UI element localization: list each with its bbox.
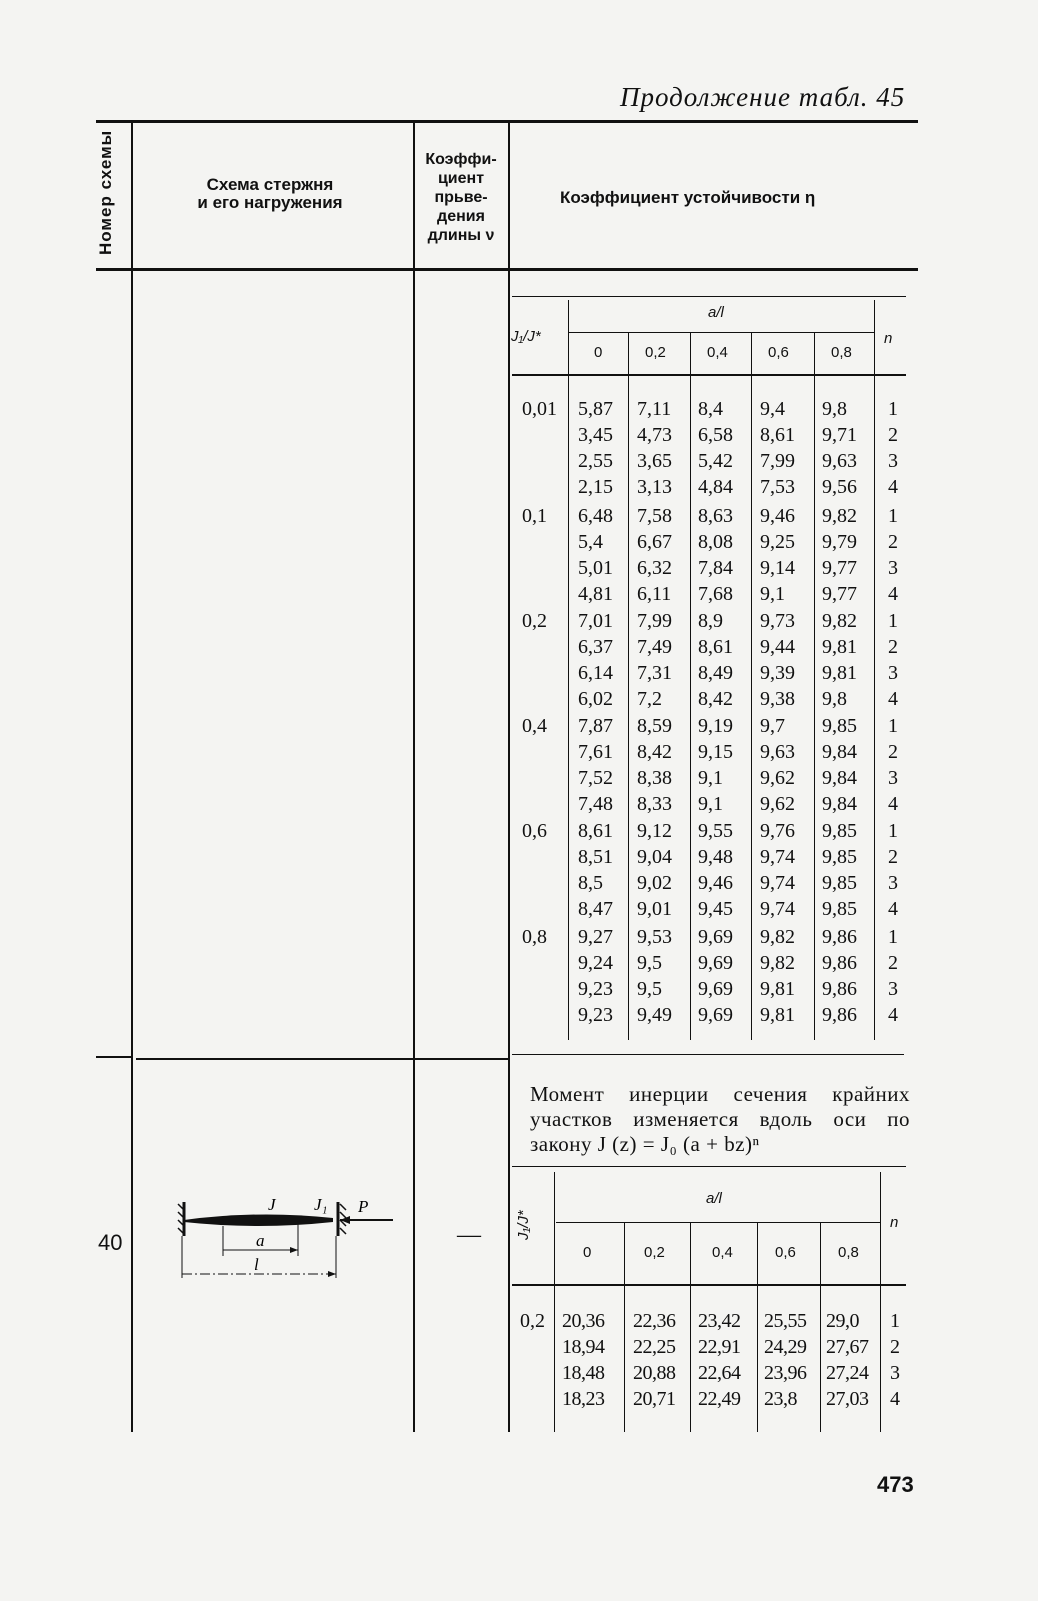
t1-group-rule (568, 332, 874, 333)
t2-col-header-2: 0,4 (712, 1244, 733, 1261)
t1-cell: 7,99 7,49 7,31 7,2 (637, 610, 672, 710)
t2-cell: 29,0 27,67 27,24 27,03 (826, 1310, 869, 1410)
beam-diagram (168, 1190, 398, 1290)
t1-cell: 9,82 9,79 9,77 9,77 (822, 505, 857, 605)
t1-cell: 7,58 6,67 6,32 6,11 (637, 505, 672, 605)
scheme-description: Момент инерции сечения крайних участков изменяется вдоль оси по закону J (z) = J₀ (a + bz)ⁿ (530, 1082, 910, 1156)
t2-top-rule (512, 1166, 906, 1167)
t1-n-label: n (884, 330, 893, 347)
t1-cell: 5,87 3,45 2,55 2,15 (578, 398, 613, 498)
t1-cell: 9,27 9,24 9,23 9,23 (578, 926, 613, 1026)
t1-cell: 9,85 9,85 9,85 9,85 (822, 820, 857, 920)
col-divider-1 (131, 122, 133, 1432)
t1-ratio: 0,1 (522, 505, 547, 527)
t1-ratio: 0,4 (522, 715, 547, 737)
t2-vdiv-4 (820, 1222, 821, 1432)
t2-vdiv-ratio (554, 1172, 555, 1432)
t1-ratio-label: J₁/J* (511, 328, 541, 345)
t1-vdiv-1 (628, 332, 629, 1040)
left-fixed-support-icon (178, 1202, 184, 1236)
beam-body (184, 1214, 333, 1226)
t2-n-label: n (890, 1214, 899, 1231)
col-divider-2 (413, 122, 415, 1432)
t1-ratio: 0,6 (522, 820, 547, 842)
header-bottom-rule (96, 268, 918, 271)
t2-vdiv-2 (690, 1222, 691, 1432)
col-divider-3 (508, 122, 510, 1432)
t1-vdiv-3 (751, 332, 752, 1040)
diagram-label-p: P (358, 1197, 369, 1216)
t1-cell: 9,82 9,82 9,81 9,81 (760, 926, 795, 1026)
section-separator-right (512, 1054, 904, 1055)
section-separator-left (96, 1056, 132, 1058)
t1-col-header-1: 0,2 (645, 344, 666, 361)
header-length-coefficient (416, 150, 506, 245)
diagram-label-a: a (256, 1231, 265, 1250)
t2-vdiv-3 (757, 1222, 758, 1432)
header-scheme-number: Номер схемы (96, 129, 115, 255)
t2-vdiv-1 (624, 1222, 625, 1432)
t1-vdiv-4 (814, 332, 815, 1040)
t1-header-bottom-rule (512, 374, 906, 376)
t1-ratio: 0,8 (522, 926, 547, 948)
t1-col-header-0: 0 (594, 344, 603, 361)
t2-group-rule (556, 1222, 880, 1223)
t1-cell: 8,9 8,61 8,49 8,42 (698, 610, 733, 710)
header-scheme-line1: Схема стержня (206, 175, 334, 194)
t1-vdiv-n (874, 300, 875, 1040)
t1-col-header-2: 0,4 (707, 344, 728, 361)
t1-cell: 6,48 5,4 5,01 4,81 (578, 505, 613, 605)
diagram-label-j1: J₁ (314, 1195, 328, 1214)
t1-cell: 9,86 9,86 9,86 9,86 (822, 926, 857, 1026)
t1-n: 1 2 3 4 (888, 398, 898, 498)
t1-cell: 9,4 8,61 7,99 7,53 (760, 398, 795, 498)
t1-vdiv-2 (690, 332, 691, 1040)
t1-cell: 8,4 6,58 5,42 4,84 (698, 398, 733, 498)
t2-cell: 25,55 24,29 23,96 23,8 (764, 1310, 807, 1410)
t1-col-header-4: 0,8 (831, 344, 852, 361)
t1-cell: 9,69 9,69 9,69 9,69 (698, 926, 733, 1026)
diagram-label-l: l (254, 1255, 259, 1274)
t1-cell: 9,7 9,63 9,62 9,62 (760, 715, 795, 815)
t1-cell: 9,19 9,15 9,1 9,1 (698, 715, 733, 815)
t1-cell: 9,12 9,04 9,02 9,01 (637, 820, 672, 920)
t1-group-label: a/l (708, 304, 724, 321)
diagram-label-j: J (268, 1195, 276, 1214)
t2-vdiv-n (880, 1172, 881, 1432)
t2-header-bottom-rule (512, 1284, 906, 1286)
t1-ratio: 0,01 (522, 398, 557, 420)
scheme-number: 40 (98, 1230, 123, 1255)
t2-n: 1 2 3 4 (890, 1310, 900, 1410)
t1-n: 1 2 3 4 (888, 926, 898, 1026)
t2-col-header-1: 0,2 (644, 1244, 665, 1261)
t1-cell: 8,63 8,08 7,84 7,68 (698, 505, 733, 605)
t2-cell: 22,36 22,25 20,88 20,71 (633, 1310, 676, 1410)
length-coefficient-value: — (457, 1222, 481, 1248)
t1-cell: 9,46 9,25 9,14 9,1 (760, 505, 795, 605)
t2-cell: 23,42 22,91 22,64 22,49 (698, 1310, 741, 1410)
header-length-line5: длины ν (427, 227, 495, 244)
t2-ratio-label: J₁/J* (515, 1210, 532, 1240)
header-scheme (165, 176, 375, 212)
t2-ratio: 0,2 (520, 1310, 545, 1332)
t1-ratio: 0,2 (522, 610, 547, 632)
header-stability-coefficient: Коэффициент устойчивости η (560, 188, 816, 207)
t1-cell: 9,76 9,74 9,74 9,74 (760, 820, 795, 920)
t1-cell: 9,82 9,81 9,81 9,8 (822, 610, 857, 710)
t1-cell: 7,87 7,61 7,52 7,48 (578, 715, 613, 815)
t1-cell: 9,85 9,84 9,84 9,84 (822, 715, 857, 815)
t1-cell: 7,01 6,37 6,14 6,02 (578, 610, 613, 710)
t1-vdiv-ratio (568, 300, 569, 1040)
top-rule (96, 120, 918, 123)
t2-group-label: a/l (706, 1190, 722, 1207)
t1-cell: 9,8 9,71 9,63 9,56 (822, 398, 857, 498)
t1-n: 1 2 3 4 (888, 610, 898, 710)
t2-col-header-4: 0,8 (838, 1244, 859, 1261)
t2-col-header-0: 0 (583, 1244, 592, 1261)
load-arrow-icon (340, 1216, 393, 1224)
t1-n: 1 2 3 4 (888, 820, 898, 920)
t1-col-header-3: 0,6 (768, 344, 789, 361)
t1-n: 1 2 3 4 (888, 505, 898, 605)
running-head: Продолжение табл. 45 (620, 82, 906, 112)
header-length-line1: Коэффи- (425, 151, 497, 168)
t1-cell: 8,59 8,42 8,38 8,33 (637, 715, 672, 815)
header-length-line2: циент (437, 170, 485, 187)
header-length-line4: дения (437, 208, 485, 225)
t1-n: 1 2 3 4 (888, 715, 898, 815)
header-length-line3: прьве- (434, 189, 488, 206)
t2-cell: 20,36 18,94 18,48 18,23 (562, 1310, 605, 1410)
t1-cell: 9,55 9,48 9,46 9,45 (698, 820, 733, 920)
page-number: 473 (877, 1472, 914, 1497)
t1-top-rule (512, 296, 906, 297)
t1-cell: 9,73 9,44 9,39 9,38 (760, 610, 795, 710)
t1-cell: 8,61 8,51 8,5 8,47 (578, 820, 613, 920)
t2-col-header-3: 0,6 (775, 1244, 796, 1261)
t1-cell: 7,11 4,73 3,65 3,13 (637, 398, 672, 498)
header-scheme-line2: и его нагружения (197, 193, 343, 212)
t1-cell: 9,53 9,5 9,5 9,49 (637, 926, 672, 1026)
section-separator (136, 1058, 510, 1060)
